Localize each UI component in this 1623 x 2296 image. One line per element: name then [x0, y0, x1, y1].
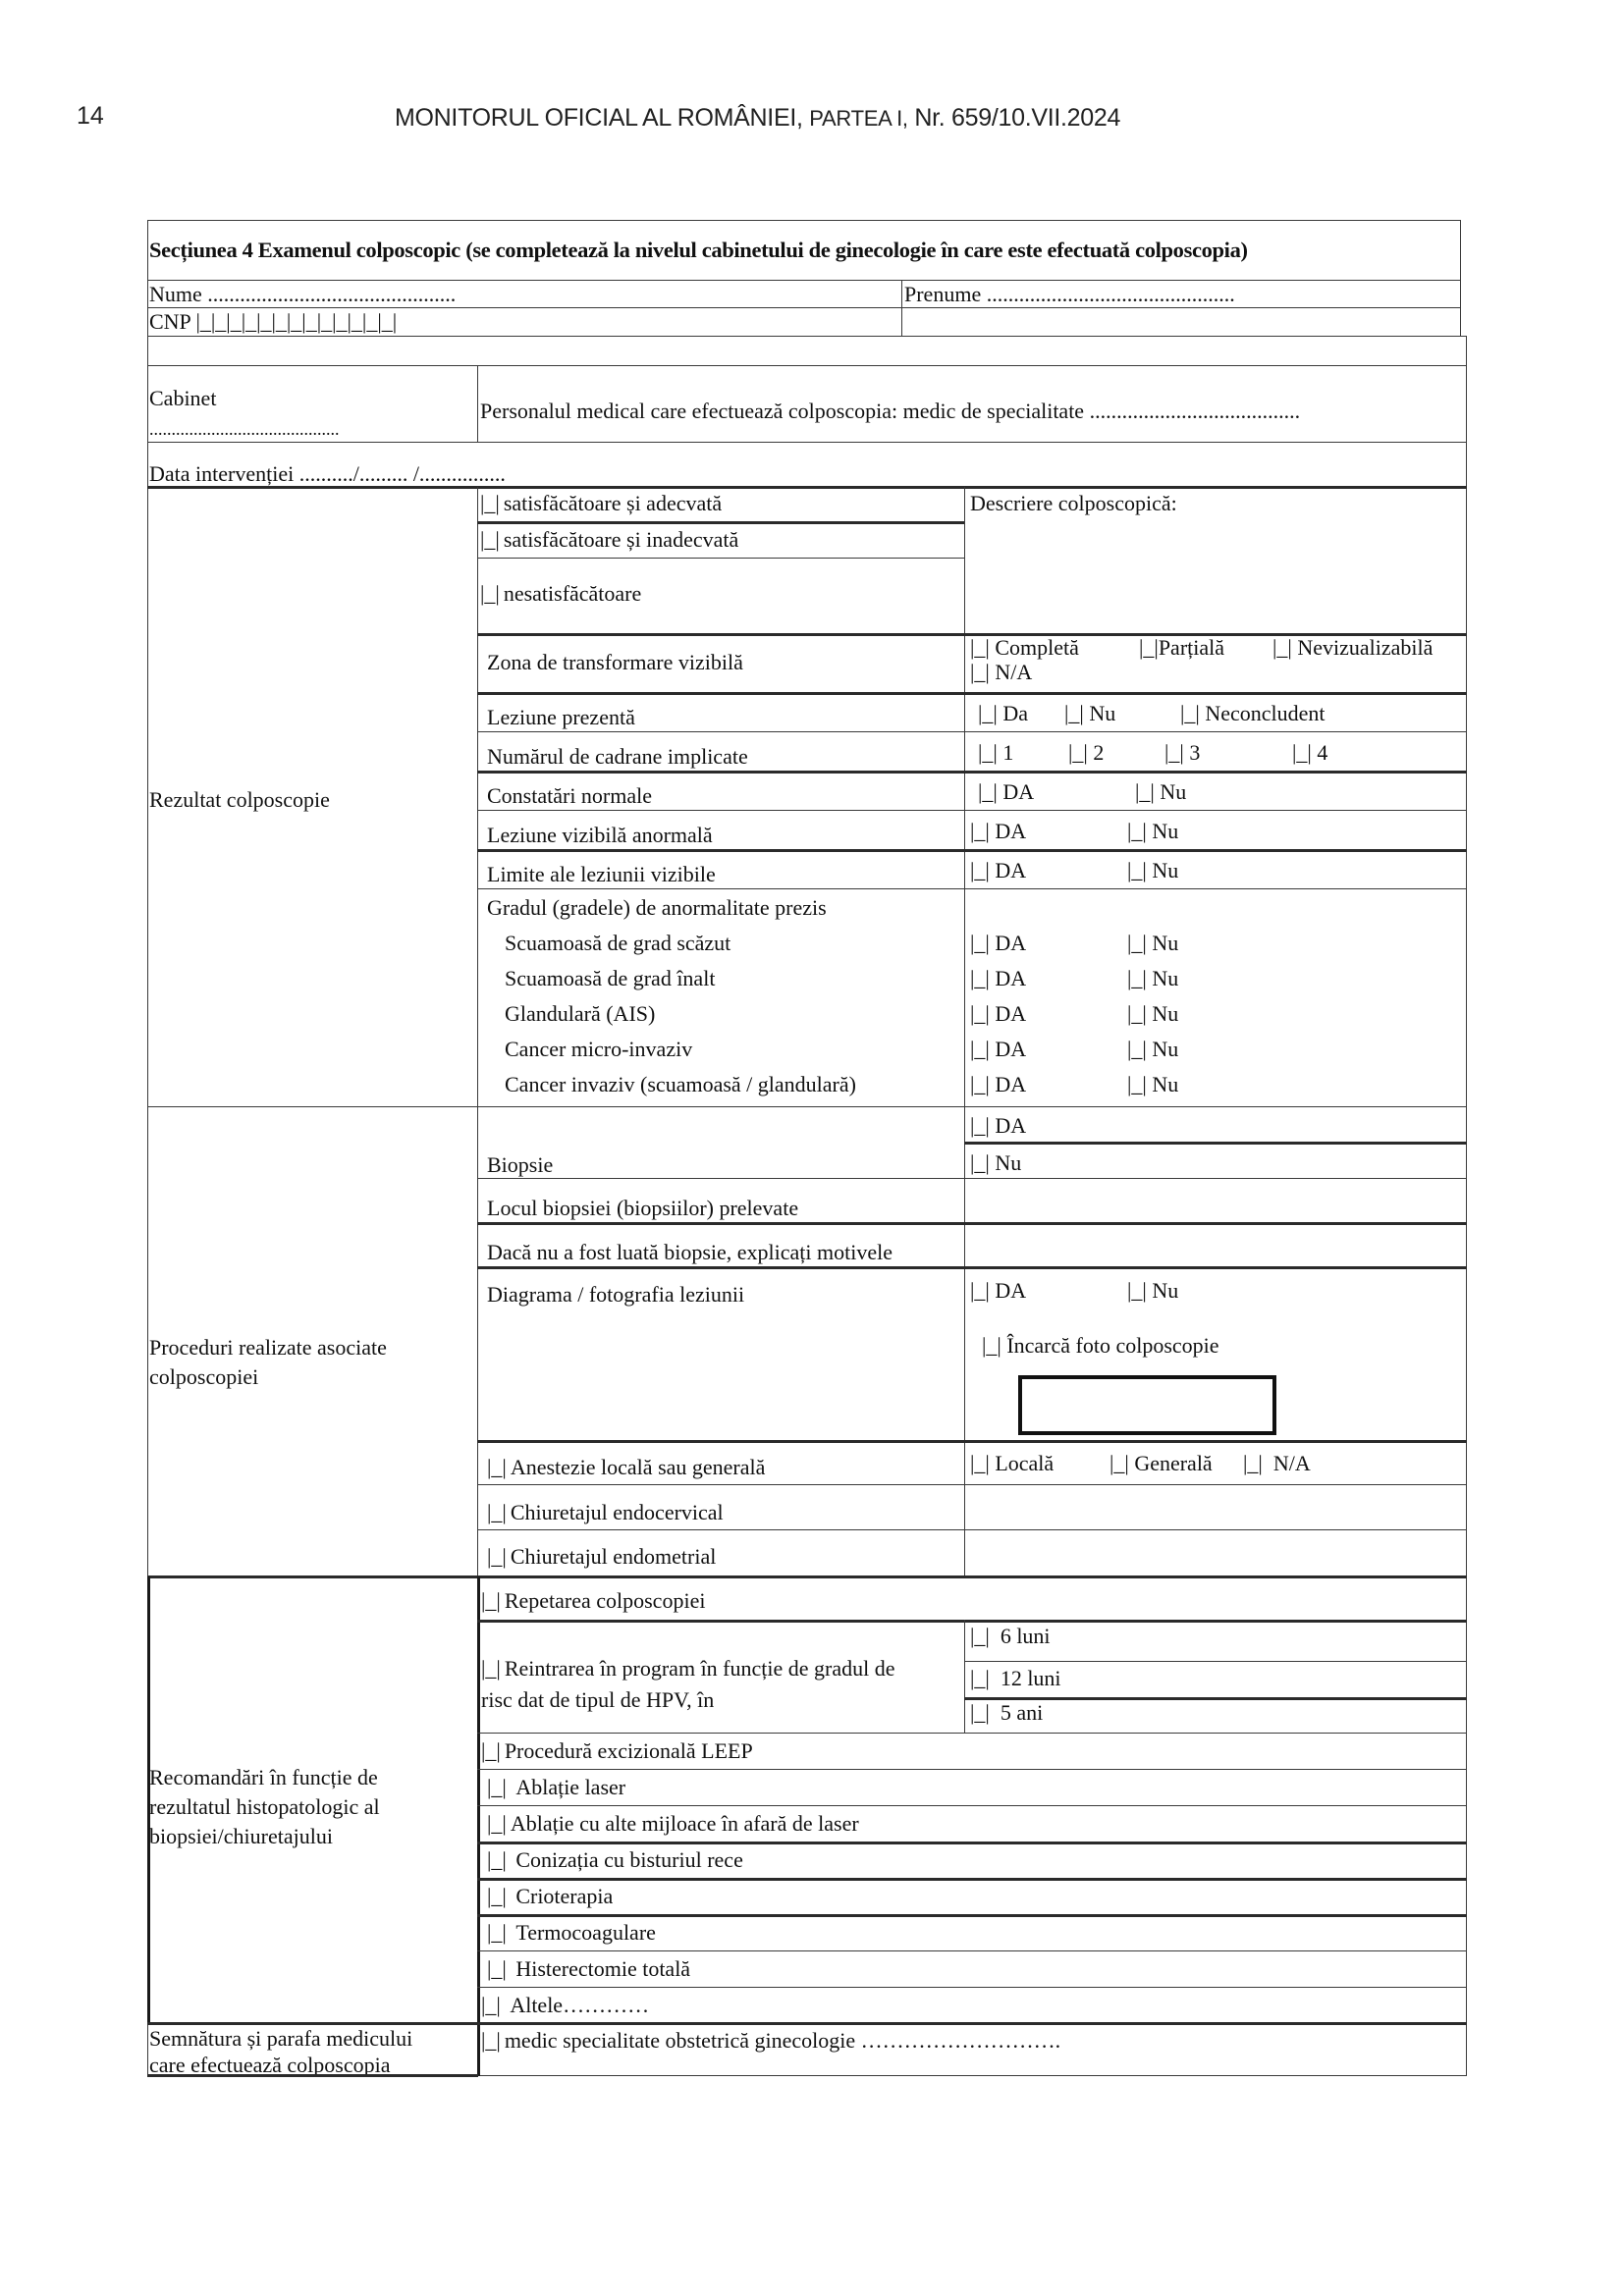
divider [147, 365, 1467, 366]
repetarea-option[interactable]: |_| Repetarea colposcopiei [481, 1588, 706, 1613]
option-completa[interactable]: |_| Completă [970, 635, 1079, 660]
page-number: 14 [77, 102, 104, 130]
daca-nu-biopsie-input[interactable] [966, 1225, 1465, 1266]
recomandare-option[interactable]: |_| Crioterapia [487, 1884, 614, 1908]
zona-options [970, 635, 1433, 684]
recomandare-option[interactable]: |_| Ablație cu alte mijloace în afară de laser [487, 1811, 859, 1836]
checkbox[interactable]: |_| [480, 581, 500, 606]
option-4[interactable]: |_| 4 [1292, 740, 1328, 765]
divider [477, 1987, 1467, 1988]
rezultat-section-label: Rezultat colposcopie [149, 787, 330, 812]
reintrarea-6-luni[interactable]: |_| 6 luni [970, 1624, 1051, 1648]
option-da[interactable]: |_| Da [978, 701, 1028, 725]
divider [147, 442, 1467, 443]
divider [477, 1950, 1467, 1951]
option-generala[interactable]: |_| Generală [1109, 1451, 1213, 1475]
divider [477, 1266, 1467, 1269]
recomandare-option[interactable]: |_| Procedură excizională LEEP [481, 1738, 753, 1763]
row-label-constatari: Constatări normale [487, 783, 653, 808]
option-nu[interactable]: |_| Nu [1127, 858, 1179, 882]
row-label-leziune-anormala: Leziune vizibilă anormală [487, 823, 713, 847]
semnatura-label: Semnătura și parafa medicului care efectuează colposcopia [149, 2026, 413, 2077]
cabinet-field[interactable]: ........................................... [149, 419, 340, 439]
diagrama-label: Diagrama / fotografia leziunii [487, 1282, 745, 1307]
option-nu[interactable]: |_| Nu [1127, 1278, 1179, 1303]
divider [477, 849, 1467, 852]
option-nu[interactable]: |_| Nu [1127, 819, 1179, 843]
option-nu[interactable]: |_| Nu [1127, 1037, 1179, 1061]
nume-field[interactable]: Nume .............................................. [149, 282, 457, 306]
divider [964, 1142, 1467, 1145]
divider [901, 280, 902, 337]
divider [147, 1106, 1467, 1107]
divider [477, 888, 1467, 889]
divider [477, 1805, 1467, 1806]
divider [477, 731, 1467, 732]
checkbox[interactable]: |_| [487, 1775, 507, 1799]
grade-label: Scuamoasă de grad scăzut [505, 931, 731, 955]
divider [477, 1484, 1467, 1485]
option-3[interactable]: |_| 3 [1164, 740, 1201, 765]
grade-label: Glandulară (AIS) [505, 1001, 656, 1026]
checkbox[interactable]: |_| [481, 2028, 501, 2053]
checkbox[interactable]: |_| [481, 1993, 501, 2017]
option-nevizualizabila[interactable]: |_| Nevizualizabilă [1272, 635, 1434, 660]
biopsie-label: Biopsie [487, 1152, 554, 1177]
daca-nu-biopsie-label: Dacă nu a fost luată biopsie, explicați motivele [487, 1240, 893, 1264]
leziune-prezenta-options [978, 701, 1325, 726]
option-nu[interactable]: |_| Nu [1127, 1072, 1179, 1096]
divider [477, 1914, 1467, 1917]
photo-upload-box[interactable] [1018, 1375, 1276, 1435]
checkbox[interactable]: |_| [481, 1656, 501, 1681]
divider [477, 1769, 1467, 1770]
grade-label: Cancer micro-invaziv [505, 1037, 693, 1061]
row-label-cadrane: Numărul de cadrane implicate [487, 744, 748, 769]
biopsie-option-nu[interactable]: |_| Nu [970, 1150, 1022, 1175]
constatari-options [978, 779, 1186, 805]
anestezie-options [970, 1451, 1311, 1476]
option-da[interactable]: |_| DA [970, 1072, 1027, 1096]
recomandare-option[interactable]: |_| Conizația cu bisturiul rece [487, 1847, 743, 1872]
grade-options [970, 1001, 1178, 1027]
diagrama-options [970, 1278, 1178, 1304]
limite-options [970, 858, 1178, 883]
divider [964, 487, 965, 1576]
option-da[interactable]: |_| DA [970, 966, 1027, 990]
checkbox[interactable]: |_| [480, 491, 500, 515]
running-head-issue: Nr. 659/10.VII.2024 [914, 104, 1121, 132]
checkbox[interactable]: |_| [481, 1738, 501, 1763]
adequacy-option[interactable]: |_| satisfăcătoare și inadecvată [480, 527, 739, 552]
checkbox[interactable]: |_| [487, 1455, 507, 1479]
option-na[interactable]: |_| N/A [970, 660, 1033, 684]
option-nu[interactable]: |_| Nu [1127, 1001, 1179, 1026]
personal-medical-field[interactable]: Personalul medical care efectuează colposcopia: medic de specialitate ....................................... [480, 399, 1301, 423]
chiuretaj-endometrial-option[interactable]: |_| Chiuretajul endometrial [487, 1544, 717, 1569]
chiuretaj-endocervical-option[interactable]: |_| Chiuretajul endocervical [487, 1500, 724, 1524]
recomandare-option[interactable]: |_| Histerectomie totală [487, 1956, 691, 1981]
option-locala[interactable]: |_| Locală [970, 1451, 1055, 1475]
grade-label: Cancer invaziv (scuamoasă / glandulară) [505, 1072, 856, 1096]
proceduri-section-label: Proceduri realizate asociate colposcopiei [149, 1335, 387, 1389]
grade-label: Scuamoasă de grad înalt [505, 966, 716, 990]
option-partiala[interactable]: |_|Parțială [1139, 635, 1225, 660]
divider [477, 1440, 1467, 1443]
option-nu[interactable]: |_| Nu [1135, 779, 1187, 804]
locul-biopsiei-label: Locul biopsiei (biopsiilor) prelevate [487, 1196, 799, 1220]
divider [477, 692, 1467, 695]
running-head [395, 104, 1120, 133]
option-da[interactable]: |_| DA [970, 1001, 1027, 1026]
option-1[interactable]: |_| 1 [978, 740, 1014, 765]
reintrarea-5-ani[interactable]: |_| 5 ani [970, 1700, 1044, 1725]
semnatura-option[interactable]: |_| medic specialitate obstetrică ginecologie ………………………. [481, 2028, 1061, 2053]
option-neconcludent[interactable]: |_| Neconcludent [1180, 701, 1325, 725]
option-da[interactable]: |_| DA [970, 1278, 1027, 1303]
prenume-field[interactable]: Prenume .............................................. [904, 282, 1235, 306]
divider [147, 1575, 1467, 1578]
upload-photo-option[interactable]: |_| Încarcă foto colposcopie [982, 1333, 1219, 1358]
divider [477, 365, 478, 442]
divider [477, 1178, 1467, 1179]
leziune-anormala-options [970, 819, 1178, 844]
divider [147, 280, 1461, 281]
option-2[interactable]: |_| 2 [1068, 740, 1105, 765]
cabinet-label: Cabinet [149, 386, 217, 410]
grade-options [970, 1072, 1178, 1097]
adequacy-option[interactable]: |_| nesatisfăcătoare [480, 581, 642, 606]
biopsie-option-da[interactable]: |_| DA [970, 1113, 1027, 1138]
row-label-limite: Limite ale leziunii vizibile [487, 862, 716, 886]
option-da[interactable]: |_| DA [978, 779, 1035, 804]
option-da[interactable]: |_| DA [970, 858, 1027, 882]
divider [964, 1620, 965, 1733]
locul-biopsiei-input[interactable] [966, 1180, 1465, 1221]
recomandare-option[interactable]: |_| Termocoagulare [487, 1920, 656, 1945]
anestezie-option[interactable]: |_| Anestezie locală sau generală [487, 1455, 766, 1479]
adequacy-option[interactable]: |_| satisfăcătoare și adecvată [480, 491, 723, 515]
grade-options [970, 931, 1178, 956]
checkbox[interactable]: |_| [480, 527, 500, 552]
grade-options [970, 966, 1178, 991]
checkbox[interactable]: |_| [487, 1884, 507, 1908]
cnp-field[interactable]: CNP |_|_|_|_|_|_|_|_|_|_|_|_|_| [149, 309, 398, 334]
divider [477, 521, 964, 524]
option-nu[interactable]: |_| Nu [1064, 701, 1116, 725]
divider [964, 1661, 1467, 1662]
recomandare-option[interactable]: |_| Ablație laser [487, 1775, 626, 1799]
checkbox[interactable]: |_| [487, 1500, 507, 1524]
cadrane-options [978, 740, 1327, 766]
checkbox[interactable]: |_| [982, 1333, 1001, 1358]
grade-options [970, 1037, 1178, 1062]
divider [477, 1620, 1467, 1623]
divider [477, 1529, 1467, 1530]
checkbox[interactable]: |_| [487, 1544, 507, 1569]
divider [147, 307, 1461, 308]
option-na[interactable]: |_| N/A [1243, 1451, 1311, 1475]
running-head-title: MONITORUL OFICIAL AL ROMÂNIEI, [395, 104, 803, 132]
checkbox[interactable]: |_| [487, 1847, 507, 1872]
option-da[interactable]: |_| DA [970, 1037, 1027, 1061]
option-nu[interactable]: |_| Nu [1127, 931, 1179, 955]
section-title: Secțiunea 4 Examenul colposcopic (se completează la nivelul cabinetului de ginecologie în care este efectuată colposcopia) [149, 238, 1248, 262]
data-interventiei-field[interactable]: Data intervenției ........../......... /................ [149, 461, 506, 486]
checkbox[interactable]: |_| [481, 1588, 501, 1613]
descriere-input-area[interactable] [966, 520, 1465, 632]
option-da[interactable]: |_| DA [970, 931, 1027, 955]
descriere-label: Descriere colposcopică: [970, 491, 1177, 515]
row-label-leziune-prezenta: Leziune prezentă [487, 705, 635, 729]
divider [477, 558, 964, 559]
checkbox[interactable]: |_| [487, 1920, 507, 1945]
grade-heading: Gradul (gradele) de anormalitate prezis [487, 895, 827, 920]
divider [477, 810, 1467, 811]
divider [477, 1576, 480, 2076]
divider [147, 2074, 478, 2077]
row-label-zona: Zona de transformare vizibilă [487, 650, 743, 674]
divider [477, 1878, 1467, 1881]
divider [477, 1733, 1467, 1734]
running-head-part: PARTEA I, [809, 106, 908, 131]
checkbox[interactable]: |_| [487, 1956, 507, 1981]
divider [147, 486, 1467, 489]
divider [477, 1842, 1467, 1844]
option-da[interactable]: |_| DA [970, 819, 1027, 843]
recomandari-section-label: Recomandări în funcție de rezultatul histopatologic al biopsiei/chiuretajului [149, 1765, 380, 1848]
reintrarea-12-luni[interactable]: |_| 12 luni [970, 1666, 1061, 1690]
divider [477, 771, 1467, 774]
option-nu[interactable]: |_| Nu [1127, 966, 1179, 990]
recomandare-option[interactable]: |_| Altele………… [481, 1993, 650, 2017]
reintrarea-option[interactable]: |_| Reintrarea în program în funcție de gradul de risc dat de tipul de HPV, în [481, 1656, 895, 1712]
checkbox[interactable]: |_| [487, 1811, 507, 1836]
